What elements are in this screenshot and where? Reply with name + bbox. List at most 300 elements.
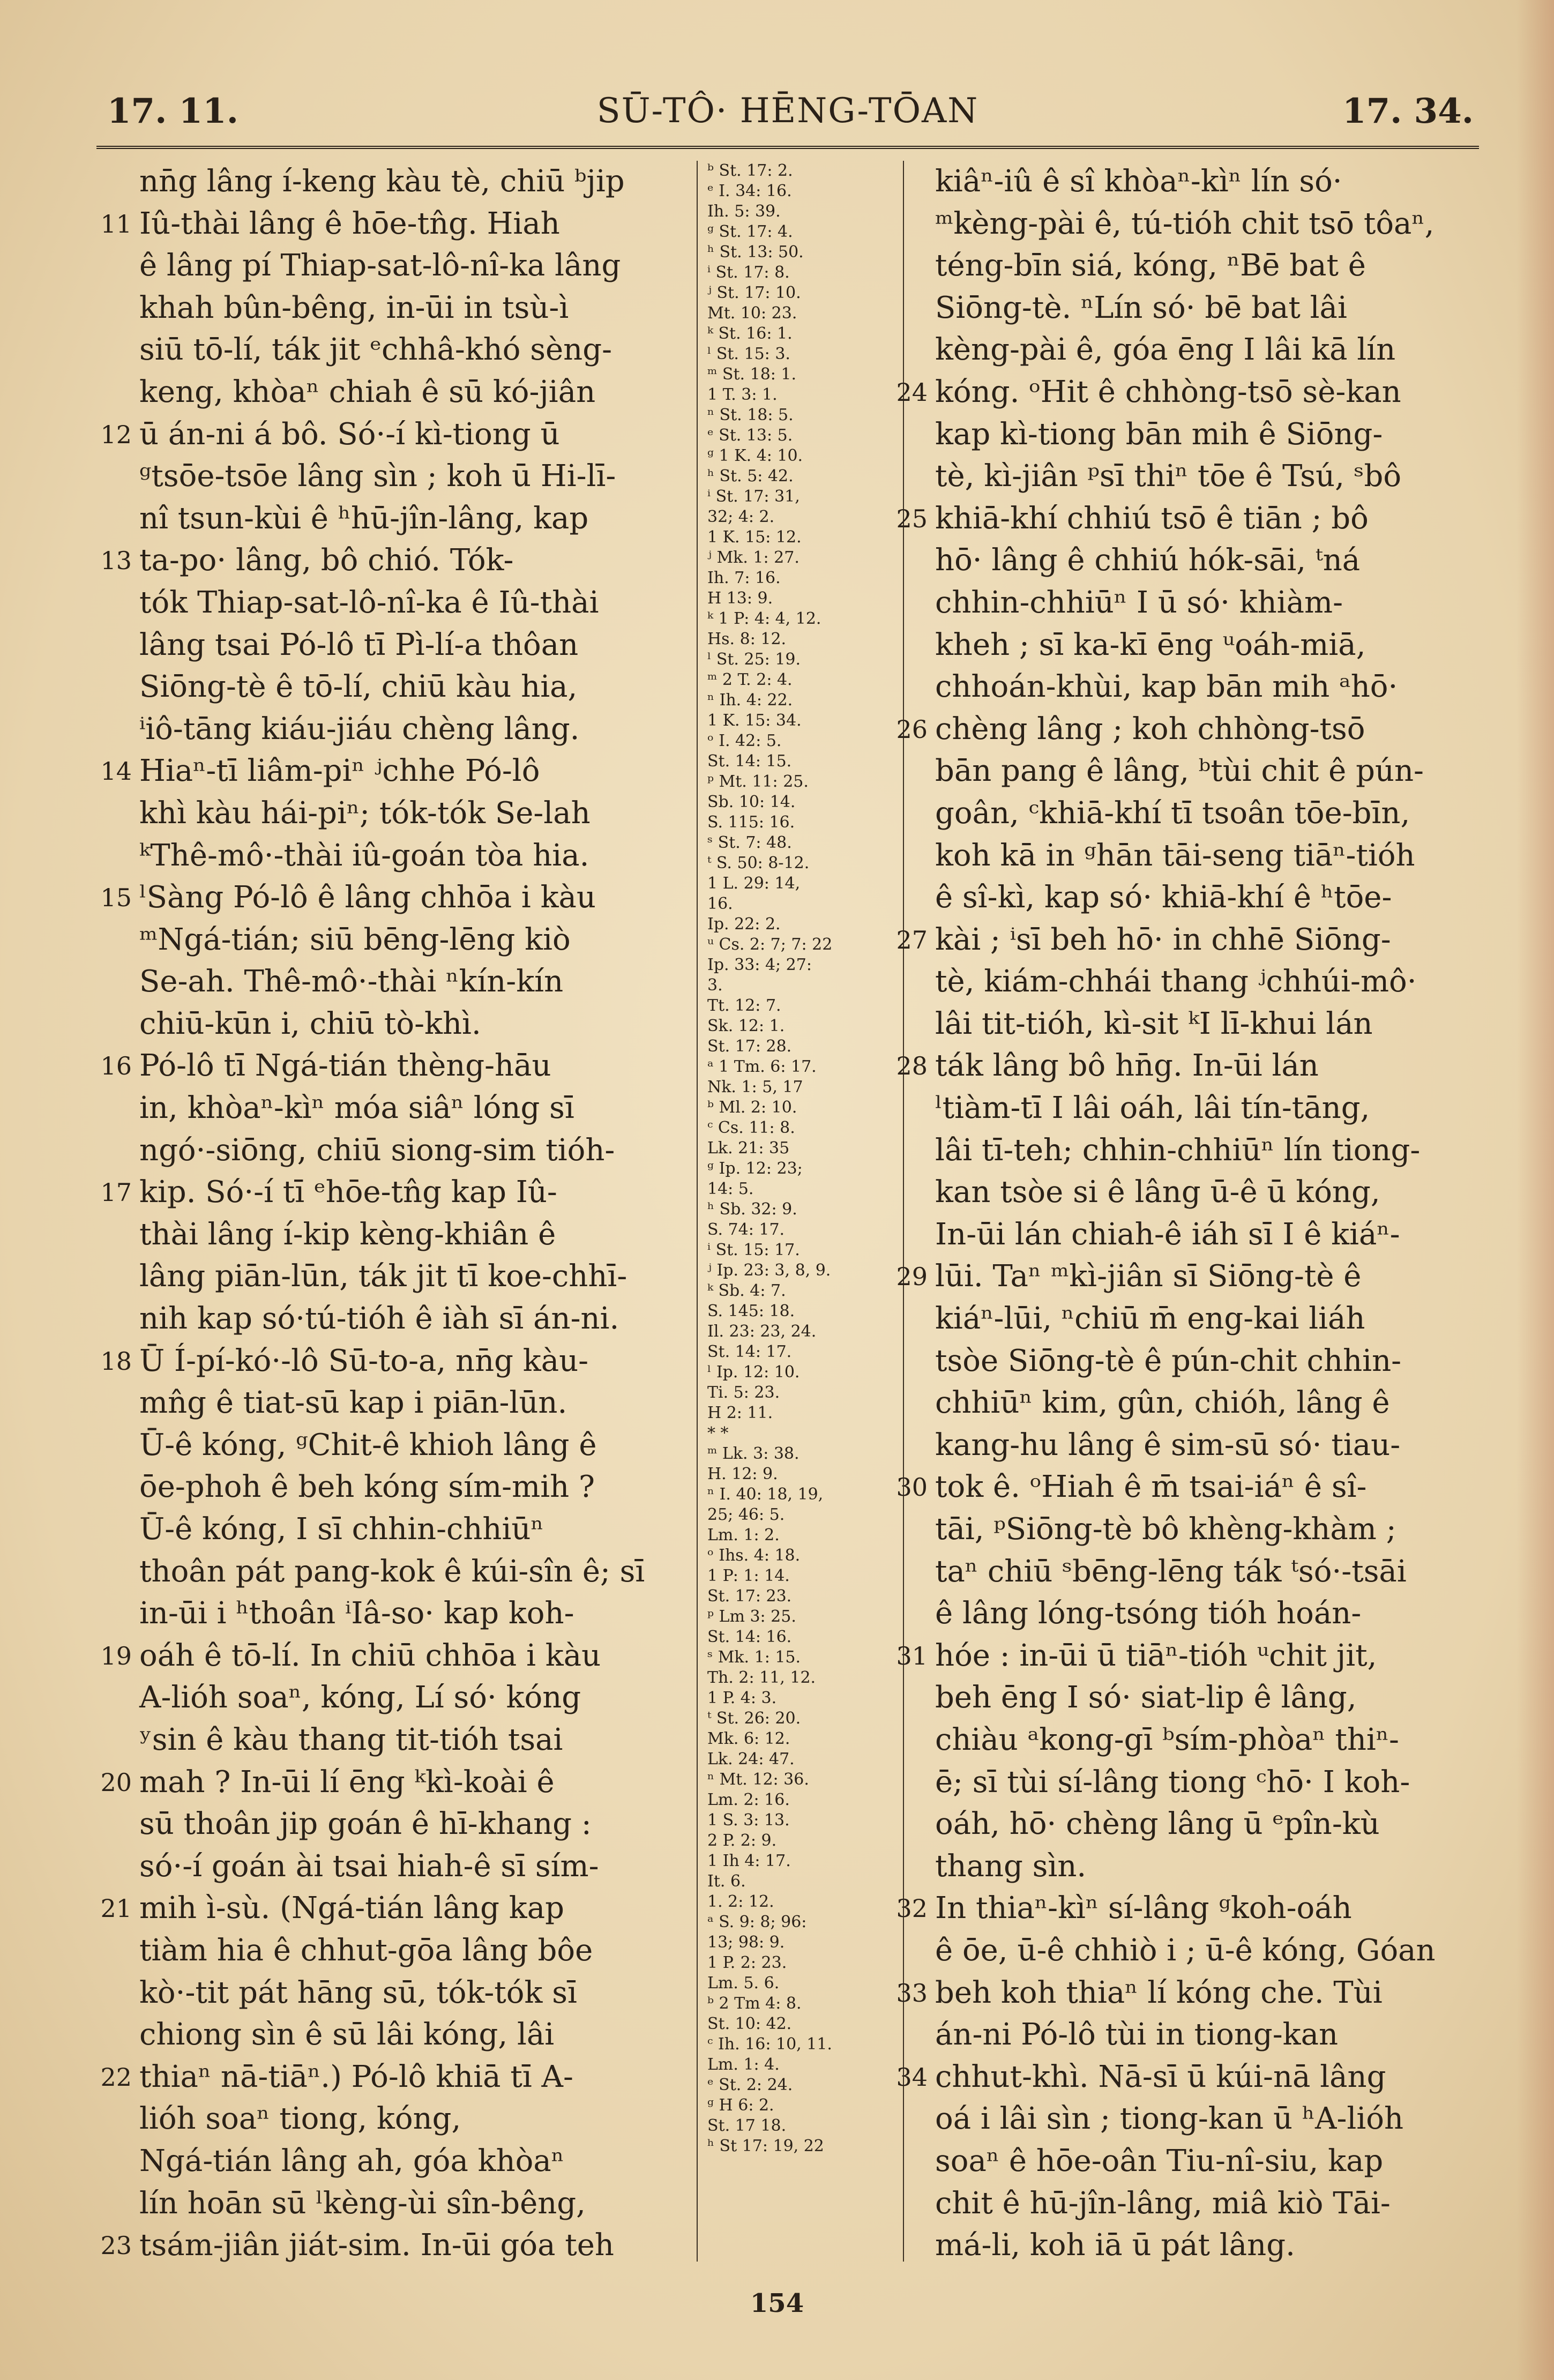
text-line bbox=[935, 161, 1476, 203]
line-text: oá i lâi sìn ; tiong-kan ū ʰA-lióh bbox=[935, 2101, 1404, 2137]
cross-reference: 1 Ih 4: 17. bbox=[707, 1852, 791, 1870]
cross-reference: 1 P. 2: 23. bbox=[707, 1953, 787, 1972]
text-line bbox=[139, 961, 683, 1003]
line-text: tè, kiám-chhái thang ʲchhúi-mô· bbox=[935, 964, 1417, 999]
verse-number: 13 bbox=[100, 546, 132, 576]
line-text: kiâⁿ-iû ê sî khòaⁿ-kìⁿ lín só· bbox=[935, 164, 1342, 199]
text-line bbox=[139, 1509, 683, 1551]
line-text: A-lióh soaⁿ, kóng, Lí só· kóng bbox=[139, 1680, 581, 1715]
cross-reference: ᶜ Cs. 11: 8. bbox=[707, 1118, 795, 1137]
cross-reference: Mk. 6: 12. bbox=[707, 1729, 790, 1748]
cross-reference: Lm. 2: 16. bbox=[707, 1790, 790, 1809]
line-text: tè, kì-jiân ᵖsī thiⁿ tōe ê Tsú, ˢbô bbox=[935, 459, 1402, 494]
text-line bbox=[935, 835, 1476, 877]
cross-reference: ᵗ St. 26: 20. bbox=[707, 1709, 801, 1728]
line-text: nih kap só·tú-tióh ê iàh sī án-ni. bbox=[139, 1301, 619, 1337]
cross-reference: ᵒ I. 42: 5. bbox=[707, 732, 782, 750]
text-line bbox=[896, 1887, 1476, 1930]
cross-reference: St. 10: 42. bbox=[707, 2015, 792, 2033]
text-line bbox=[935, 582, 1476, 624]
cross-reference: ˡ St. 25: 19. bbox=[707, 650, 801, 669]
text-line bbox=[935, 245, 1476, 287]
cross-reference: 1 T. 3: 1. bbox=[707, 385, 778, 404]
cross-reference: ᵐ Lk. 3: 38. bbox=[707, 1444, 800, 1463]
line-text: ᵏThê-mô·-thài iû-goán tòa hia. bbox=[139, 838, 589, 873]
text-line bbox=[896, 919, 1476, 961]
text-line bbox=[139, 1466, 683, 1509]
verse-number: 19 bbox=[100, 1641, 132, 1670]
text-line bbox=[100, 1762, 683, 1804]
line-text: tsòe Siōng-tè ê pún-chit chhin- bbox=[935, 1343, 1402, 1378]
page-header bbox=[96, 80, 1479, 139]
line-text: beh koh thiaⁿ lí kóng che. Tùi bbox=[935, 1975, 1383, 2010]
text-line bbox=[935, 2098, 1476, 2140]
header-verse-end: 17. 34. bbox=[1342, 91, 1474, 131]
cross-reference-column bbox=[707, 161, 884, 2157]
cross-reference: ⁿ Mt. 12: 36. bbox=[707, 1770, 809, 1789]
cross-reference: ⁱ St. 15: 17. bbox=[707, 1241, 800, 1259]
text-line bbox=[139, 793, 683, 835]
line-text: chit ê hū-jîn-lâng, miâ kiò Tāi- bbox=[935, 2185, 1391, 2221]
cross-reference: ᵍ Ip. 12: 23; bbox=[707, 1159, 803, 1178]
verse-number: 20 bbox=[100, 1767, 132, 1797]
line-text: tók Thiap-sat-lô-nî-ka ê Iû-thài bbox=[139, 585, 599, 620]
cross-reference: ᵇ St. 17: 2. bbox=[707, 161, 793, 180]
line-text: kan tsòe si ê lâng ū-ê ū kóng, bbox=[935, 1175, 1380, 1210]
cross-reference: ⁿ I. 40: 18, 19, bbox=[707, 1485, 824, 1504]
line-text: chèng lâng ; koh chhòng-tsō bbox=[935, 711, 1365, 747]
text-line bbox=[139, 1972, 683, 2015]
text-line bbox=[935, 1719, 1476, 1762]
cross-reference: 1 P: 1: 14. bbox=[707, 1566, 790, 1585]
line-text: In thiaⁿ-kìⁿ sí-lâng ᵍkoh-oáh bbox=[935, 1891, 1352, 1926]
cross-reference: ᵐ St. 18: 1. bbox=[707, 365, 797, 384]
text-line bbox=[935, 1803, 1476, 1846]
text-line bbox=[139, 2014, 683, 2056]
line-text: ta-po· lâng, bô chió. Tók- bbox=[139, 543, 514, 578]
text-line bbox=[935, 1340, 1476, 1383]
cross-reference: 25; 46: 5. bbox=[707, 1505, 785, 1524]
text-line bbox=[139, 835, 683, 877]
line-text: mn̂g ê tiat-sū kap i piān-lūn. bbox=[139, 1385, 567, 1421]
verse-number: 14 bbox=[100, 757, 132, 786]
verse-number: 34 bbox=[896, 2062, 928, 2092]
text-line bbox=[100, 540, 683, 582]
line-text: Pó-lô tī Ngá-tián thèng-hāu bbox=[139, 1048, 551, 1084]
text-line bbox=[139, 245, 683, 287]
line-text: goân, ᶜkhiā-khí tī tsoân tōe-bīn, bbox=[935, 795, 1410, 831]
text-line bbox=[935, 1677, 1476, 1719]
cross-reference: 1 K. 15: 12. bbox=[707, 528, 802, 547]
line-text: lâng tsai Pó-lô tī Pì-lí-a thôan bbox=[139, 627, 579, 662]
cross-reference: Ih. 7: 16. bbox=[707, 569, 781, 587]
verse-number: 28 bbox=[896, 1051, 928, 1081]
verse-number: 11 bbox=[100, 209, 132, 238]
line-text: ū án-ni á bô. Só·-í kì-tiong ū bbox=[139, 416, 560, 452]
line-text: beh ēng I só· siat-lip ê lâng, bbox=[935, 1680, 1357, 1715]
line-text: tok ê. ᵒHiah ê m̄ tsai-iáⁿ ê sî- bbox=[935, 1469, 1367, 1505]
cross-reference: ᵒ Ihs. 4: 18. bbox=[707, 1546, 801, 1565]
cross-reference: ᵉ St. 13: 5. bbox=[707, 426, 793, 445]
line-text: kò·-tit pát hāng sū, tók-tók sī bbox=[139, 1975, 577, 2010]
left-text-column bbox=[100, 161, 683, 2267]
text-line bbox=[935, 2140, 1476, 2183]
cross-reference: ᵏ St. 16: 1. bbox=[707, 324, 793, 343]
text-line bbox=[935, 1930, 1476, 1972]
cross-reference: 3. bbox=[707, 976, 723, 995]
cross-reference: ⁱ St. 17: 8. bbox=[707, 263, 790, 282]
cross-reference: Lm. 1: 2. bbox=[707, 1526, 780, 1545]
text-line bbox=[139, 161, 683, 203]
line-text: só·-í goán ài tsai hiah-ê sī sím- bbox=[139, 1848, 599, 1884]
cross-reference: Tt. 12: 7. bbox=[707, 996, 781, 1015]
line-text: kip. Só·-í tī ᵉhōe-tn̂g kap Iû- bbox=[139, 1175, 557, 1210]
line-text: ʸsin ê kàu thang tit-tióh tsai bbox=[139, 1722, 563, 1757]
line-text: Ū-ê kóng, ᵍChit-ê khioh lâng ê bbox=[139, 1427, 597, 1463]
text-line bbox=[935, 2225, 1476, 2267]
line-text: khiā-khí chhiú tsō ê tiān ; bô bbox=[935, 501, 1369, 536]
line-text: khì kàu hái-piⁿ; tók-tók Se-lah bbox=[139, 795, 591, 831]
line-text: ngó·-siōng, chiū siong-sim tióh- bbox=[139, 1132, 615, 1168]
text-line bbox=[139, 1551, 683, 1593]
line-text: In-ūi lán chiah-ê iáh sī I ê kiáⁿ- bbox=[935, 1217, 1400, 1252]
cross-reference: ˢ Mk. 1: 15. bbox=[707, 1648, 801, 1667]
line-text: chhut-khì. Nā-sī ū kúi-nā lâng bbox=[935, 2059, 1386, 2094]
line-text: ⁱiô-tāng kiáu-jiáu chèng lâng. bbox=[139, 711, 580, 747]
cross-reference: ᶜ Ih. 16: 10, 11. bbox=[707, 2035, 832, 2054]
text-line bbox=[100, 877, 683, 919]
cross-reference: 1 K. 15: 34. bbox=[707, 711, 802, 730]
cross-reference: Il. 23: 23, 24. bbox=[707, 1322, 817, 1341]
verse-number: 29 bbox=[896, 1262, 928, 1292]
text-line bbox=[139, 1719, 683, 1762]
cross-reference: 1 P. 4: 3. bbox=[707, 1689, 777, 1707]
text-line bbox=[935, 2183, 1476, 2225]
line-text: ē; sī tùi sí-lâng tiong ᶜhō· I koh- bbox=[935, 1764, 1410, 1800]
line-text: tāi, ᵖSiōng-tè bô khèng-khàm ; bbox=[935, 1512, 1396, 1547]
line-text: chhoán-khùi, kap bān mih ᵃhō· bbox=[935, 669, 1398, 705]
cross-reference: ᵉ I. 34: 16. bbox=[707, 182, 792, 200]
cross-reference: 2 P. 2: 9. bbox=[707, 1831, 777, 1850]
text-line bbox=[935, 456, 1476, 498]
verse-number: 30 bbox=[896, 1473, 928, 1502]
text-line bbox=[139, 708, 683, 751]
verse-number: 18 bbox=[100, 1346, 132, 1376]
cross-reference: Hs. 8: 12. bbox=[707, 630, 787, 648]
text-line bbox=[935, 1214, 1476, 1256]
header-rule bbox=[96, 146, 1479, 149]
cross-reference: Lm. 5. 6. bbox=[707, 1974, 780, 1993]
line-text: thiaⁿ nā-tiāⁿ.) Pó-lô khiā tī A- bbox=[139, 2059, 573, 2094]
verse-number: 21 bbox=[100, 1894, 132, 1923]
verse-number: 23 bbox=[100, 2231, 132, 2260]
line-text: Ū Í-pí-kó·-lô Sū-to-a, nn̄g kàu- bbox=[139, 1343, 589, 1378]
text-line bbox=[935, 329, 1476, 371]
cross-reference: 1 S. 3: 13. bbox=[707, 1811, 790, 1830]
cross-reference: ᵘ Cs. 2: 7; 7: 22 bbox=[707, 935, 833, 954]
text-line bbox=[935, 1298, 1476, 1340]
line-text: nn̄g lâng í-keng kàu tè, chiū ᵇjip bbox=[139, 164, 625, 199]
line-text: thang sìn. bbox=[935, 1848, 1087, 1884]
line-text: lâi tī-teh; chhin-chhiūⁿ lín tiong- bbox=[935, 1132, 1421, 1168]
text-line bbox=[100, 2056, 683, 2099]
text-line bbox=[139, 1930, 683, 1972]
line-text: taⁿ chiū ˢbēng-lēng ták ᵗsó·-tsāi bbox=[935, 1554, 1407, 1589]
line-text: ê lâng pí Thiap-sat-lô-nî-ka lâng bbox=[139, 248, 621, 283]
cross-reference: ᵏ 1 P: 4: 4, 12. bbox=[707, 609, 821, 628]
text-line bbox=[139, 1677, 683, 1719]
line-text: Ū-ê kóng, I sī chhin-chhiūⁿ bbox=[139, 1512, 544, 1547]
text-line bbox=[100, 1887, 683, 1930]
text-line bbox=[935, 1846, 1476, 1888]
line-text: siū tō-lí, ták jit ᵉchhâ-khó sèng- bbox=[139, 332, 612, 368]
line-text: thoân pát pang-kok ê kúi-sîn ê; sī bbox=[139, 1554, 645, 1589]
line-text: mah ? In-ūi lí ēng ᵏkì-koài ê bbox=[139, 1764, 555, 1800]
line-text: kang-hu lâng ê sim-sū só· tiau- bbox=[935, 1427, 1401, 1463]
text-line bbox=[139, 498, 683, 540]
text-line bbox=[139, 1214, 683, 1256]
text-line bbox=[896, 708, 1476, 751]
line-text: mih ì-sù. (Ngá-tián lâng kap bbox=[139, 1891, 564, 1926]
verse-number: 25 bbox=[896, 504, 928, 533]
cross-reference: ʲ Ip. 23: 3, 8, 9. bbox=[707, 1261, 831, 1280]
line-text: chiong sìn ê sū lâi kóng, lâi bbox=[139, 2017, 555, 2053]
text-line bbox=[935, 1172, 1476, 1214]
line-text: hō· lâng ê chhiú hók-sāi, ᵗná bbox=[935, 543, 1361, 578]
line-text: kiáⁿ-lūi, ⁿchiū m̄ eng-kai liáh bbox=[935, 1301, 1365, 1337]
line-text: nî tsun-kùi ê ʰhū-jîn-lâng, kap bbox=[139, 501, 589, 536]
text-line bbox=[139, 1593, 683, 1635]
line-text: kap kì-tiong bān mih ê Siōng- bbox=[935, 416, 1383, 452]
text-line bbox=[139, 287, 683, 330]
cross-reference: St. 14: 16. bbox=[707, 1628, 792, 1646]
cross-reference: St. 14: 15. bbox=[707, 752, 792, 771]
text-line bbox=[935, 1509, 1476, 1551]
cross-reference: ˡ St. 15: 3. bbox=[707, 345, 790, 363]
text-line bbox=[935, 1593, 1476, 1635]
cross-reference: Ip. 33: 4; 27: bbox=[707, 956, 812, 974]
line-text: ê lâng lóng-tsóng tióh hoán- bbox=[935, 1596, 1362, 1631]
header-verse-start: 17. 11. bbox=[107, 91, 238, 131]
line-text: lūi. Taⁿ ᵐkì-jiân sī Siōng-tè ê bbox=[935, 1259, 1362, 1294]
text-line bbox=[896, 371, 1476, 414]
cross-reference: S. 74: 17. bbox=[707, 1220, 785, 1239]
line-text: tsám-jiân jiát-sim. In-ūi góa teh bbox=[139, 2228, 614, 2263]
text-line bbox=[935, 1762, 1476, 1804]
text-line bbox=[139, 2140, 683, 2183]
text-line bbox=[139, 371, 683, 414]
cross-reference: 13; 98: 9. bbox=[707, 1933, 785, 1952]
line-text: sū thoân jip goán ê hī-khang : bbox=[139, 1807, 592, 1842]
text-line bbox=[896, 2056, 1476, 2099]
text-line bbox=[896, 1972, 1476, 2015]
cross-reference: Sb. 10: 14. bbox=[707, 793, 796, 811]
cross-reference: ʲ Mk. 1: 27. bbox=[707, 548, 800, 567]
cross-reference: ʰ St 17: 19, 22 bbox=[707, 2137, 824, 2155]
line-text: Se-ah. Thê-mô·-thài ⁿkín-kín bbox=[139, 964, 564, 999]
line-text: Iû-thài lâng ê hōe-tn̂g. Hiah bbox=[139, 206, 560, 241]
line-text: tiàm hia ê chhut-gōa lâng bôe bbox=[139, 1933, 593, 1968]
text-line bbox=[139, 2183, 683, 2225]
line-text: Ngá-tián lâng ah, góa khòaⁿ bbox=[139, 2143, 564, 2178]
line-text: hóe : in-ūi ū tiāⁿ-tióh ᵘchit jit, bbox=[935, 1638, 1377, 1673]
line-text: má-li, koh iā ū pát lâng. bbox=[935, 2228, 1295, 2263]
text-line bbox=[139, 1130, 683, 1172]
cross-reference: ᵗ S. 50: 8-12. bbox=[707, 854, 810, 872]
text-line bbox=[139, 1256, 683, 1298]
text-line bbox=[935, 624, 1476, 667]
text-line bbox=[139, 1846, 683, 1888]
cross-reference: ⁿ Ih. 4: 22. bbox=[707, 691, 793, 710]
line-text: kheh ; sī ka-kī ēng ᵘoáh-miā, bbox=[935, 627, 1366, 662]
header-book-title: SŪ-TÔ· HĒNG-TŌAN bbox=[596, 91, 979, 131]
text-line bbox=[139, 2098, 683, 2140]
verse-number: 32 bbox=[896, 1894, 928, 1923]
line-text: chiū-kūn i, chiū tò-khì. bbox=[139, 1006, 481, 1041]
text-line bbox=[139, 1382, 683, 1424]
cross-reference: S. 145: 18. bbox=[707, 1302, 795, 1320]
line-text: chhiūⁿ kim, gûn, chióh, lâng ê bbox=[935, 1385, 1390, 1421]
text-line bbox=[935, 2014, 1476, 2056]
line-text: chiàu ᵃkong-gī ᵇsím-phòaⁿ thiⁿ- bbox=[935, 1722, 1399, 1757]
line-text: kài ; ⁱsī beh hō· in chhē Siōng- bbox=[935, 922, 1391, 957]
cross-reference: ᵍ 1 K. 4: 10. bbox=[707, 446, 803, 465]
cross-reference: H 2: 11. bbox=[707, 1404, 773, 1422]
cross-reference: ᵐ 2 T. 2: 4. bbox=[707, 670, 793, 689]
verse-number: 33 bbox=[896, 1978, 928, 2008]
cross-reference: ˢ St. 7: 48. bbox=[707, 833, 792, 852]
line-text: thài lâng í-kip kèng-khiân ê bbox=[139, 1217, 556, 1252]
verse-number: 22 bbox=[100, 2062, 132, 2092]
cross-reference: ᵍ H 6: 2. bbox=[707, 2096, 774, 2115]
cross-reference: ᵇ Ml. 2: 10. bbox=[707, 1098, 797, 1117]
cross-reference: Ip. 22: 2. bbox=[707, 915, 781, 934]
text-line bbox=[139, 1424, 683, 1467]
text-line bbox=[935, 287, 1476, 330]
verse-number: 16 bbox=[100, 1051, 132, 1081]
line-text: ˡtiàm-tī I lâi oáh, lâi tín-tāng, bbox=[935, 1091, 1370, 1126]
line-text: lâi tit-tióh, kì-sit ᵏI lī-khui lán bbox=[935, 1006, 1373, 1041]
text-line bbox=[100, 1340, 683, 1383]
column-divider-left bbox=[697, 161, 698, 2262]
text-line bbox=[935, 1003, 1476, 1046]
cross-reference: ʰ St. 5: 42. bbox=[707, 467, 794, 486]
text-line bbox=[935, 1130, 1476, 1172]
text-line bbox=[896, 1466, 1476, 1509]
right-text-column bbox=[896, 161, 1476, 2267]
text-line bbox=[139, 624, 683, 667]
cross-reference: It. 6. bbox=[707, 1872, 746, 1891]
cross-reference: 14: 5. bbox=[707, 1180, 754, 1198]
line-text: ˡSàng Pó-lô ê lâng chhōa i kàu bbox=[139, 880, 596, 915]
cross-reference: ⁿ St. 18: 5. bbox=[707, 406, 794, 424]
text-line bbox=[139, 329, 683, 371]
cross-reference: ᵉ St. 2: 24. bbox=[707, 2076, 793, 2094]
cross-reference: 32; 4: 2. bbox=[707, 508, 775, 526]
text-line bbox=[896, 1635, 1476, 1677]
cross-reference: St. 14: 17. bbox=[707, 1342, 792, 1361]
cross-reference: Th. 2: 11, 12. bbox=[707, 1668, 816, 1687]
line-text: oáh ê tō-lí. In chiū chhōa i kàu bbox=[139, 1638, 601, 1673]
cross-reference: ᵏ Sb. 4: 7. bbox=[707, 1281, 786, 1300]
text-line bbox=[100, 1045, 683, 1087]
cross-reference: H. 12: 9. bbox=[707, 1465, 778, 1483]
text-line bbox=[935, 750, 1476, 793]
line-text: ê sî-kì, kap só· khiā-khí ê ʰtōe- bbox=[935, 880, 1392, 915]
line-text: ê ōe, ū-ê chhiò i ; ū-ê kóng, Góan bbox=[935, 1933, 1436, 1968]
text-line bbox=[935, 961, 1476, 1003]
cross-reference: Lk. 21: 35 bbox=[707, 1139, 790, 1158]
line-text: in, khòaⁿ-kìⁿ móa siâⁿ lóng sī bbox=[139, 1091, 574, 1126]
cross-reference: ⁱ St. 17: 31, bbox=[707, 487, 800, 506]
text-line bbox=[139, 582, 683, 624]
text-line bbox=[935, 1087, 1476, 1130]
cross-reference: ˡ Ip. 12: 10. bbox=[707, 1363, 800, 1382]
verse-number: 31 bbox=[896, 1641, 928, 1670]
page-number: 154 bbox=[750, 2288, 804, 2318]
text-line bbox=[935, 540, 1476, 582]
verse-number: 26 bbox=[896, 714, 928, 744]
line-text: ᵐNgá-tián; siū bēng-lēng kiò bbox=[139, 922, 571, 957]
text-line bbox=[896, 1256, 1476, 1298]
line-text: án-ni Pó-lô tùi in tiong-kan bbox=[935, 2017, 1339, 2053]
verse-number: 12 bbox=[100, 420, 132, 449]
text-line bbox=[100, 2225, 683, 2267]
text-line bbox=[139, 666, 683, 708]
text-line bbox=[935, 793, 1476, 835]
cross-reference: St. 17: 28. bbox=[707, 1037, 792, 1056]
cross-reference: St. 17: 23. bbox=[707, 1587, 792, 1606]
line-text: lióh soaⁿ tiong, kóng, bbox=[139, 2101, 461, 2137]
line-text: kèng-pài ê, góa ēng I lâi kā lín bbox=[935, 332, 1396, 368]
cross-reference: Sk. 12: 1. bbox=[707, 1017, 785, 1035]
text-line bbox=[935, 414, 1476, 456]
line-text: keng, khòaⁿ chiah ê sū kó-jiân bbox=[139, 374, 596, 409]
text-line bbox=[100, 1172, 683, 1214]
cross-reference: 1. 2: 12. bbox=[707, 1892, 774, 1911]
cross-reference: ᵍ St. 17: 4. bbox=[707, 222, 793, 241]
cross-reference: S. 115: 16. bbox=[707, 813, 795, 832]
line-text: Hiaⁿ-tī liâm-piⁿ ʲchhe Pó-lô bbox=[139, 753, 540, 789]
text-line bbox=[100, 414, 683, 456]
line-text: koh kā in ᵍhān tāi-seng tiāⁿ-tióh bbox=[935, 838, 1415, 873]
cross-reference: St. 17 18. bbox=[707, 2116, 787, 2135]
cross-reference: ʰ St. 13: 50. bbox=[707, 243, 804, 262]
line-text: oáh, hō· chèng lâng ū ᵉpîn-kù bbox=[935, 1807, 1380, 1842]
text-line bbox=[896, 498, 1476, 540]
text-line bbox=[935, 1424, 1476, 1467]
line-text: lín hoān sū ˡkèng-ùi sîn-bêng, bbox=[139, 2185, 586, 2221]
text-line bbox=[139, 919, 683, 961]
cross-reference: 16. bbox=[707, 894, 733, 913]
line-text: ōe-phoh ê beh kóng sím-mih ? bbox=[139, 1469, 595, 1505]
line-text: in-ūi i ʰthoân ⁱIâ-so· kap koh- bbox=[139, 1596, 574, 1631]
cross-reference: ʲ St. 17: 10. bbox=[707, 283, 801, 302]
line-text: lâng piān-lūn, ták jit tī koe-chhī- bbox=[139, 1259, 627, 1294]
text-line bbox=[935, 877, 1476, 919]
cross-reference: ʰ Sb. 32: 9. bbox=[707, 1200, 797, 1219]
cross-reference: ᵃ 1 Tm. 6: 17. bbox=[707, 1057, 817, 1076]
cross-reference: ᵃ S. 9: 8; 96: bbox=[707, 1913, 807, 1931]
cross-reference: ᵖ Lm 3: 25. bbox=[707, 1607, 796, 1626]
line-text: bān pang ê lâng, ᵇtùi chit ê pún- bbox=[935, 753, 1424, 789]
line-text: ᵐkèng-pài ê, tú-tióh chit tsō tôaⁿ, bbox=[935, 206, 1435, 241]
cross-reference: ᵇ 2 Tm 4: 8. bbox=[707, 1994, 802, 2013]
cross-reference: H 13: 9. bbox=[707, 589, 773, 608]
line-text: téng-bīn siá, kóng, ⁿBē bat ê bbox=[935, 248, 1366, 283]
column-divider-right bbox=[903, 161, 904, 2262]
text-line bbox=[100, 750, 683, 793]
